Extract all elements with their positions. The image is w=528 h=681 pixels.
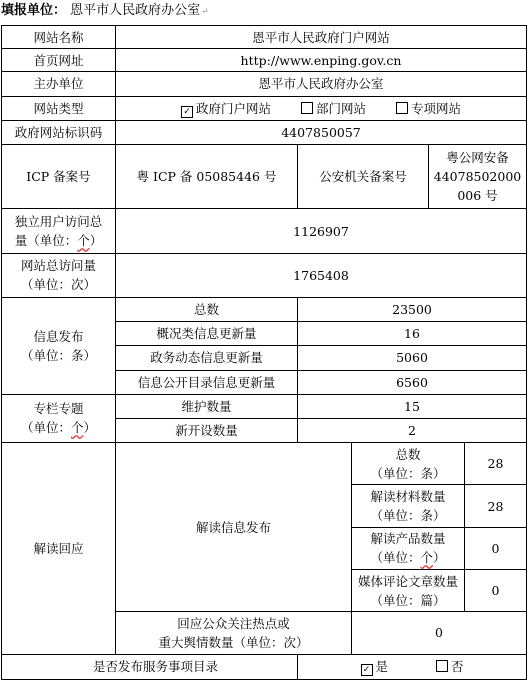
checkbox-empty-icon — [301, 102, 313, 114]
website-report-table — [1, 25, 527, 680]
home-url-label: 首页网址 — [2, 49, 116, 72]
row-icp — [2, 144, 527, 208]
info-item-value: 5060 — [298, 346, 527, 370]
special-label: 专栏专题 （单位：个） — [2, 394, 116, 442]
sponsor-label: 主办单位 — [2, 72, 116, 96]
info-item-label: 总数 — [116, 298, 298, 322]
site-name-value: 恩平市人民政府门户网站 — [116, 26, 527, 49]
row-interpret-total — [2, 443, 527, 485]
interpret-label: 解读回应 — [2, 443, 116, 655]
interpret-item-label: 解读材料数量 （单位：条） — [352, 485, 465, 527]
special-item-label: 维护数量 — [116, 394, 298, 418]
row-home-url — [2, 49, 527, 72]
row-site-type — [2, 96, 527, 120]
interpret-item-value: 28 — [465, 443, 527, 485]
site-type-options — [116, 96, 527, 120]
site-type-label: 网站类型 — [2, 96, 116, 120]
hotspot-label: 回应公众关注热点或 重大舆情数量（单位：次） — [116, 612, 352, 654]
special-item-value: 15 — [298, 394, 527, 418]
site-type-option-special[interactable]: 专项网站 — [396, 101, 461, 116]
info-item-value: 6560 — [298, 370, 527, 394]
site-code-value: 4407850057 — [116, 120, 527, 144]
unique-visitors-value: 1126907 — [116, 209, 527, 253]
sponsor-value: 恩平市人民政府办公室 — [116, 72, 527, 96]
info-item-label: 信息公开目录信息更新量 — [116, 370, 298, 394]
special-item-label: 新开设数量 — [116, 418, 298, 442]
service-catalog-options — [298, 654, 527, 679]
icp-value: 粤 ICP 备 05085446 号 — [116, 144, 298, 208]
info-item-value: 16 — [298, 322, 527, 346]
checkbox-empty-icon — [396, 102, 408, 114]
row-unique-visitors — [2, 209, 527, 253]
site-code-label: 政府网站标识码 — [2, 120, 116, 144]
row-special-maintain — [2, 394, 527, 418]
interpret-item-label: 总数 （单位：条） — [352, 443, 465, 485]
service-catalog-label: 是否发布服务事项目录 — [2, 654, 298, 679]
total-visits-label: 网站总访问量 （单位：次） — [2, 253, 116, 297]
interpret-item-value: 0 — [465, 527, 527, 569]
hotspot-value: 0 — [352, 612, 527, 654]
interpret-pub-label: 解读信息发布 — [116, 443, 352, 612]
site-name-label: 网站名称 — [2, 26, 116, 49]
info-pub-label: 信息发布 （单位：条） — [2, 298, 116, 395]
fill-unit-line: 填报单位： 恩平市人民政府办公室↵ — [1, 3, 209, 18]
fill-unit-label: 填报单位： — [1, 3, 67, 18]
row-total-visits — [2, 253, 527, 297]
fill-unit-value: 恩平市人民政府办公室 — [70, 3, 201, 18]
interpret-item-value: 0 — [465, 569, 527, 611]
unique-visitors-label: 独立用户访问总 量（单位：个） — [2, 209, 116, 253]
total-visits-value: 1765408 — [116, 253, 527, 297]
row-site-name — [2, 26, 527, 49]
info-item-value: 23500 — [298, 298, 527, 322]
interpret-item-label: 解读产品数量 （单位：个） — [352, 527, 465, 569]
row-info-total — [2, 298, 527, 322]
site-type-option-department[interactable]: 部门网站 — [301, 101, 366, 116]
home-url-value: http://www.enping.gov.cn — [116, 49, 527, 72]
info-item-label: 政务动态信息更新量 — [116, 346, 298, 370]
checkbox-checked-icon: ✓ — [181, 106, 193, 118]
icp-label: ICP 备案号 — [2, 144, 116, 208]
police-record-label: 公安机关备案号 — [298, 144, 429, 208]
row-sponsor — [2, 72, 527, 96]
interpret-item-label: 媒体评论文章数量 （单位：篇） — [352, 569, 465, 611]
special-item-value: 2 — [298, 418, 527, 442]
info-item-label: 概况类信息更新量 — [116, 322, 298, 346]
police-record-value: 粤公网安备 44078502000 006 号 — [429, 144, 527, 208]
row-site-code — [2, 120, 527, 144]
service-option-no[interactable]: 否 — [436, 659, 464, 674]
site-type-option-portal[interactable]: ✓ 政府门户网站 — [181, 101, 271, 116]
row-service-catalog — [2, 654, 527, 679]
service-option-yes[interactable]: ✓ 是 — [361, 659, 389, 674]
checkbox-checked-icon: ✓ — [361, 664, 373, 676]
interpret-item-value: 28 — [465, 485, 527, 527]
checkbox-empty-icon — [436, 660, 448, 672]
